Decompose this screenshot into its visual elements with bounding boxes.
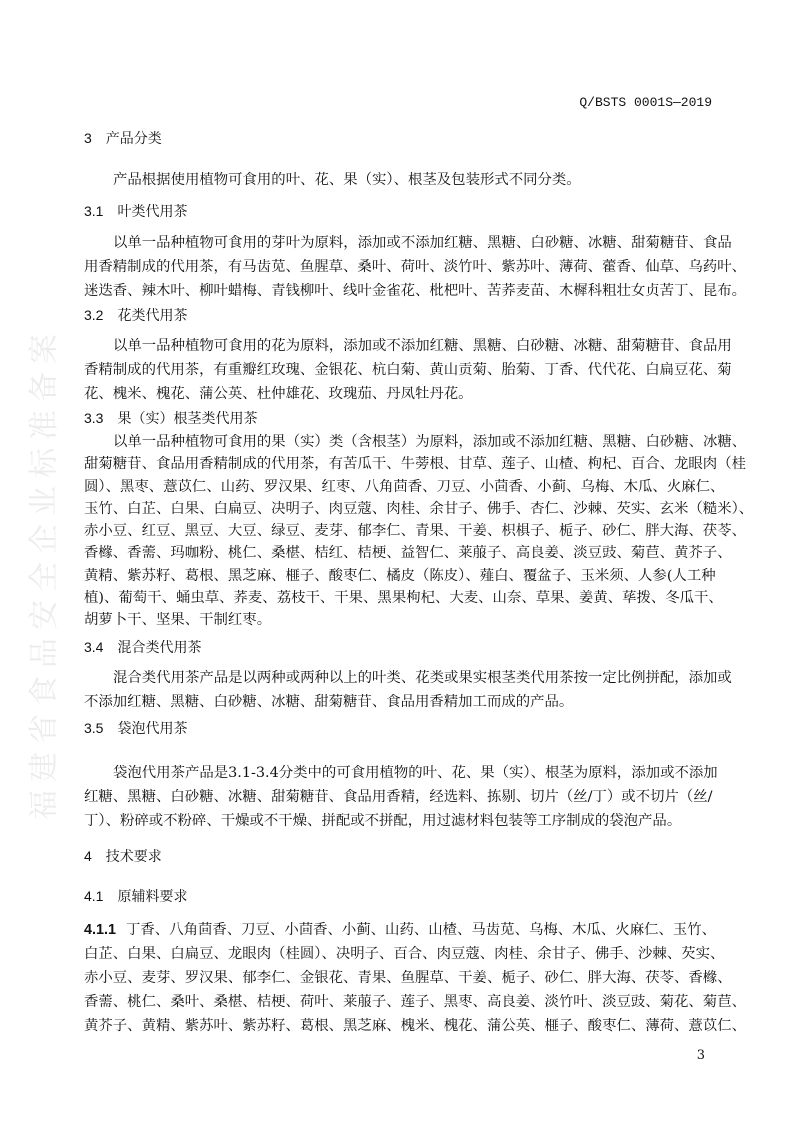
text-line [84,918,717,942]
text-line: 赤小豆、麦芽、罗汉果、郁李仁、金银花、青果、鱼腥草、干姜、栀子、砂仁、胖大海、茯苓、香橼、 [84,970,732,986]
section-number: 3.4 [84,639,104,655]
document-code: Q/BSTS 0001S—2019 [579,95,712,110]
section-number: 3.1 [84,203,104,219]
text-line: 香精制成的代用茶，有重瓣红玫瑰、金银花、杭白菊、黄山贡菊、胎菊、丁香、代代花、白扁豆花、菊 [84,362,732,378]
text-line: 香橼、香薷、玛咖粉、桃仁、桑椹、桔红、桔梗、益智仁、莱菔子、高良姜、淡豆豉、菊苣、黄芥子、 [84,545,732,562]
text-line: 花、槐米、槐花、蒲公英、杜仲雄花、玫瑰茄、丹凤牡丹花。 [84,386,473,402]
text-line: 红糖、黑糖、白砂糖、冰糖、甜菊糖苷、食品用香精，经选料、拣剔、切片（丝/丁）或不切片（丝/ [84,789,713,805]
paragraph-3-2 [84,334,732,406]
text-line: 不添加红糖、黑糖、白砂糖、冰糖、甜菊糖苷、食品用香精加工而成的产品。 [84,694,574,710]
section-number: 3 [84,130,92,146]
text-line: 胡萝卜干、坚果、干制红枣。 [84,612,272,629]
section-number: 3.2 [84,307,104,323]
paragraph-3-1 [84,231,746,303]
text-line: 白芷、白果、白扁豆、龙眼肉（桂圆）、决明子、百合、肉豆蔻、肉桂、余甘子、佛手、沙棘、芡实、 [84,946,725,962]
text-line: 圆）、黑枣、薏苡仁、山药、罗汉果、红枣、八角茴香、刀豆、小茴香、小蓟、乌梅、木瓜、火麻仁、 [84,478,725,495]
paragraph-3-3 [84,431,754,632]
paragraph-3-intro [84,168,712,192]
heading-4-1 [84,888,187,906]
text-line: 袋泡代用茶产品是3.1-3.4分类中的可食用植物的叶、花、果（实）、根茎为原料，添加或不添加 [113,765,718,781]
text-line: 甜菊糖苷、食品用香精制成的代用茶，有苦瓜干、牛蒡根、甘草、莲子、山楂、枸杞、百合、龙眼肉（桂 [84,456,746,473]
text-line: 丁）、粉碎或不粉碎、干燥或不干燥、拼配或不拼配，用过滤材料包装等工序制成的袋泡产品。 [84,813,682,829]
heading-4 [84,848,162,866]
section-title: 袋泡代用茶 [117,721,188,737]
heading-3-5 [84,720,187,738]
page-number: 3 [696,1048,705,1063]
heading-3 [84,130,162,148]
section-title: 叶类代用茶 [117,204,188,220]
text-line: 产品根据使用植物可食用的叶、花、果（实）、根茎及包装形式不同分类。 [113,172,581,188]
section-number: 3.3 [84,410,104,426]
text-line: 香薷、桃仁、桑叶、桑椹、桔梗、荷叶、莱菔子、莲子、黑枣、高良姜、淡竹叶、淡豆豉、菊花、菊苣、 [84,994,746,1010]
section-title: 混合类代用茶 [117,640,202,656]
text-line: 用香精制成的代用茶，有马齿苋、鱼腥草、桑叶、荷叶、淡竹叶、紫苏叶、薄荷、藿香、仙草、乌药叶、 [84,259,746,275]
text-fragment: 丁香、八角茴香、刀豆、小茴香、小蓟、山药、山楂、马齿苋、乌梅、木瓜、火麻仁、玉竹、 [126,922,717,938]
section-title: 原辅料要求 [117,889,188,905]
heading-3-2 [84,307,187,325]
paragraph-3-4 [84,666,732,714]
text-line: 以单一品种植物可食用的果（实）类（含根茎）为原料，添加或不添加红糖、黑糖、白砂糖、冰糖、 [113,434,747,450]
paragraph-3-5 [84,761,718,833]
text-line: 赤小豆、红豆、黑豆、大豆、绿豆、麦芽、郁李仁、青果、干姜、枳椇子、栀子、砂仁、胖大海、茯苓、 [84,523,746,540]
text-line: 混合类代用茶产品是以两种或两种以上的叶类、花类或果实根茎类代用茶按一定比例拼配，添加或 [113,670,732,686]
section-number: 3.5 [84,720,104,736]
section-number: 4.1 [84,888,104,904]
text-line: 以单一品种植物可食用的芽叶为原料，添加或不添加红糖、黑糖、白砂糖、冰糖、甜菊糖苷、食品 [113,235,732,251]
section-title: 果（实）根茎类代用茶 [117,411,258,427]
clause-number: 4.1.1 [84,922,117,938]
heading-3-1 [84,203,187,221]
section-title: 花类代用茶 [117,308,188,324]
heading-3-4 [84,639,201,657]
section-title: 技术要求 [105,849,162,865]
text-line: 黄芥子、黄精、紫苏叶、紫苏籽、葛根、黑芝麻、槐米、槐花、蒲公英、榧子、酸枣仁、薄荷、薏苡仁、 [84,1018,746,1034]
text-line: 迷迭香、辣木叶、柳叶蜡梅、青钱柳叶、线叶金雀花、枇杷叶、苦荞麦苗、木樨科粗壮女贞苦丁、昆布。 [84,283,746,299]
paragraph-4-1-1 [84,918,746,1038]
text-line: 玉竹、白芷、白果、白扁豆、决明子、肉豆蔻、肉桂、余甘子、佛手、杏仁、沙棘、芡实、玄米（糙米）、 [84,500,754,517]
text-line: 黄精、紫苏籽、葛根、黑芝麻、榧子、酸枣仁、橘皮（陈皮）、薤白、覆盆子、玉米须、人参(人工种 [84,567,716,584]
section-title: 产品分类 [105,131,162,147]
watermark: 福建省食品安全企业标准备案 [27,326,62,820]
section-number: 4 [84,848,92,864]
text-line: 以单一品种植物可食用的花为原料，添加或不添加红糖、黑糖、白砂糖、冰糖、甜菊糖苷、食品用 [113,338,732,354]
text-line: 植)、葡萄干、蛹虫草、荞麦、荔枝干、干果、黑果枸杞、大麦、山奈、草果、姜黄、荜拨、冬瓜干、 [84,590,723,607]
heading-3-3 [84,410,257,428]
